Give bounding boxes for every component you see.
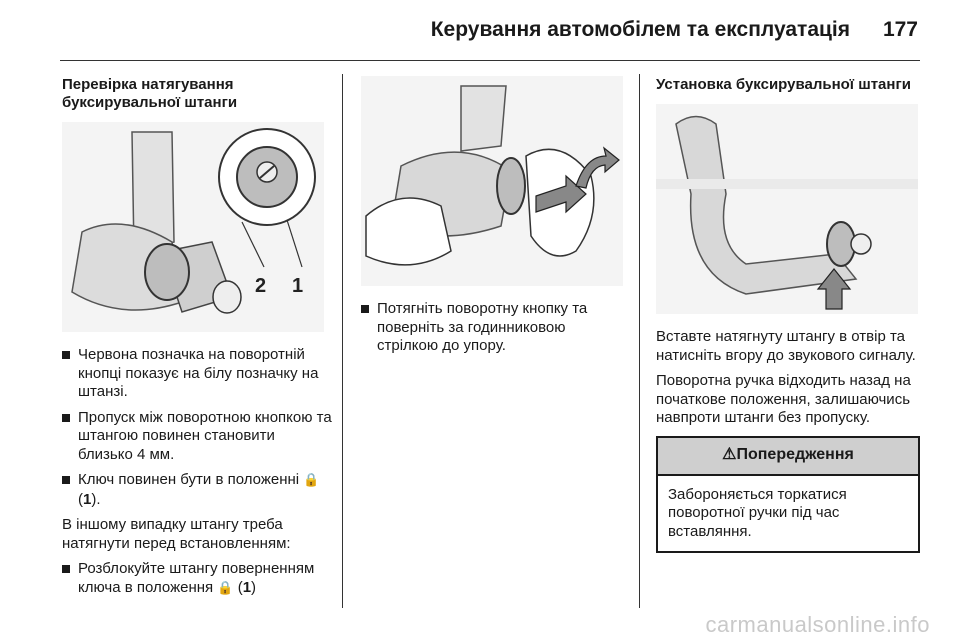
section-heading-installation: Установка буксирувальної штанги — [656, 76, 911, 93]
tow-bar-insert-icon — [656, 104, 918, 314]
column-rotate-knob — [361, 76, 626, 363]
section-heading-tension: Перевірка натягування буксирувальної штанги — [62, 76, 238, 111]
figure-tension-check — [62, 122, 324, 332]
header-title: Керування автомобілем та експлуатація — [430, 18, 850, 41]
page-header — [0, 0, 960, 60]
bullet-key-text: Ключ повинен бути в положенні — [78, 471, 300, 488]
warning-icon: ⚠ — [722, 446, 737, 464]
figure-installation — [656, 104, 918, 314]
page-number: 177 — [882, 18, 918, 41]
bullet-red-mark: Червона позначка на поворотній кнопці показує на білу позначку на штанзі. — [62, 346, 332, 402]
paragraph-otherwise: В іншому випадку штангу треба натягнути перед встановленням: — [62, 516, 291, 552]
paragraph-insert: Вставте натягнуту штангу в отвір та натисніть вгору до звукового сигналу. — [656, 328, 916, 364]
unlock-position-number: 1 — [242, 578, 252, 596]
lock-icon-2: 🔒 — [217, 580, 234, 596]
hand-rotating-knob-icon — [361, 76, 623, 286]
bullet-pull-rotate: Потягніть поворотну кнопку та поверніть за годинниковою стрілкою до упору. — [361, 300, 626, 356]
bullet-unlock-text: Розблокуйте штангу поверненням ключа в положення — [78, 560, 315, 596]
figure-label-1: 1 — [292, 275, 304, 297]
column-installation — [656, 76, 920, 553]
bullet-key-position: Ключ повинен бути в положенні 🔒 (1). — [62, 471, 332, 509]
column-divider-1 — [342, 74, 343, 608]
warning-box — [656, 436, 920, 554]
lock-icon: 🔒 — [303, 473, 320, 488]
header-rule — [60, 60, 920, 61]
bullet-unlock: Розблокуйте штангу поверненням ключа в положення 🔒 (1) — [62, 560, 332, 598]
bullet-gap: Пропуск між поворотною кнопкою та штангою повинен становити близько 4 мм. — [62, 409, 332, 465]
column-tension-check — [62, 76, 332, 605]
tow-bar-drawing-icon — [62, 122, 324, 332]
figure-label-2: 2 — [255, 275, 267, 297]
key-position-number: 1 — [83, 490, 92, 508]
warning-header — [658, 438, 918, 476]
warning-title: Попередження — [736, 446, 854, 464]
figure-rotate-knob — [361, 76, 623, 286]
warning-body: Забороняється торкатися поворотної ручки під час вставляння. — [668, 485, 847, 540]
column-divider-2 — [639, 74, 640, 608]
watermark: carmanualsonline.info — [705, 612, 930, 637]
paragraph-knob-returns: Поворотна ручка відходить назад на початкове положення, залишаючись навпроти штанги без пропуску. — [656, 372, 911, 426]
